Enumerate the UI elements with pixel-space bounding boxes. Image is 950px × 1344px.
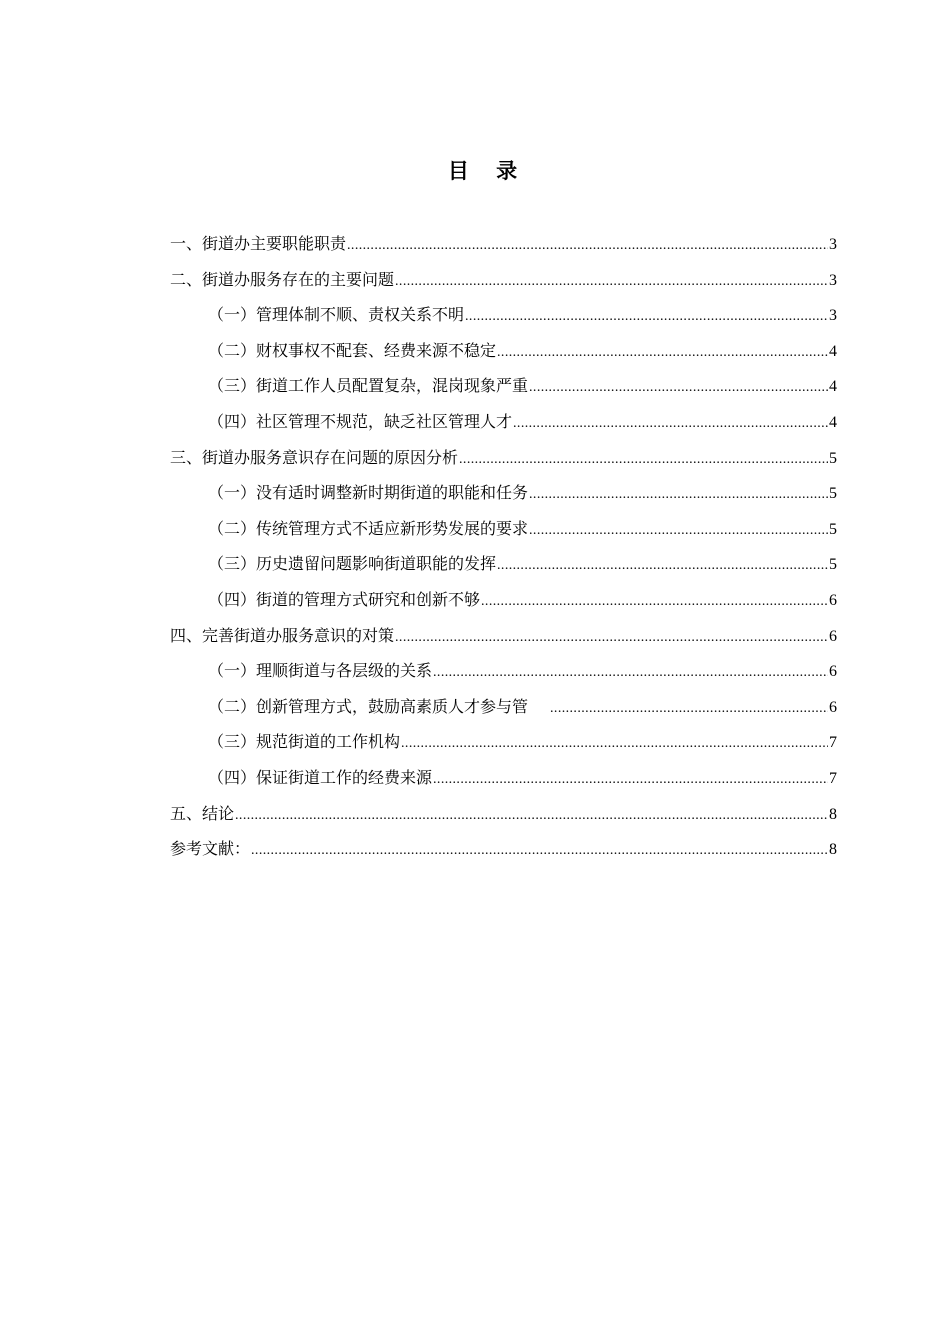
toc-entry-page: 3 [829, 236, 837, 253]
toc-leader-dots [459, 442, 828, 478]
toc-entry-page: 6 [829, 627, 837, 645]
toc-entry-label: （三）历史遗留问题影响街道职能的发挥 [208, 554, 497, 574]
toc-entry[interactable] [170, 724, 837, 760]
toc-leader-dots [465, 299, 828, 335]
toc-entry-page: 8 [829, 841, 837, 859]
toc-leader-dots [401, 726, 828, 762]
toc-entry-page: 5 [829, 449, 837, 467]
toc-entry-label: （四）社区管理不规范，缺乏社区管理人才 [208, 411, 513, 431]
toc-leader-dots [529, 370, 828, 406]
toc-entry-page: 7 [829, 769, 837, 787]
toc-entry-page: 3 [829, 307, 837, 325]
toc-entry[interactable] [170, 333, 837, 369]
toc-entry[interactable] [170, 475, 837, 511]
toc-entry-label: 五、结论 [170, 803, 235, 823]
toc-list [170, 226, 837, 867]
toc-entry[interactable] [170, 582, 837, 618]
toc-leader-dots [481, 584, 828, 620]
toc-entry-page: 6 [829, 698, 837, 716]
toc-entry-page: 3 [829, 271, 837, 289]
toc-entry-label: 一、街道办主要职能职责 [170, 234, 347, 253]
toc-entry-page: 8 [829, 805, 837, 823]
toc-entry-label: 二、街道办服务存在的主要问题 [170, 269, 395, 289]
toc-entry[interactable] [170, 226, 837, 262]
toc-entry[interactable] [170, 546, 837, 582]
toc-leader-dots [235, 798, 828, 834]
toc-entry[interactable] [170, 511, 837, 547]
toc-entry-label: （三）街道工作人员配置复杂，混岗现象严重 [208, 376, 529, 396]
toc-entry-page: 7 [829, 734, 837, 752]
toc-entry-label: （四）街道的管理方式研究和创新不够 [208, 589, 481, 609]
toc-leader-dots [497, 548, 828, 584]
toc-leader-dots [433, 762, 828, 798]
toc-entry[interactable] [170, 796, 837, 832]
toc-entry-label: 参考文献： [170, 839, 251, 859]
toc-leader-dots [251, 833, 828, 869]
toc-entry-page: 5 [829, 520, 837, 538]
toc-leader-dots [433, 655, 828, 691]
toc-leader-dots [513, 406, 828, 442]
toc-entry-page: 5 [829, 556, 837, 574]
toc-entry[interactable] [170, 440, 837, 476]
toc-entry[interactable] [170, 297, 837, 333]
toc-entry-label: （一）没有适时调整新时期街道的职能和任务 [208, 483, 529, 503]
toc-leader-dots [395, 264, 828, 300]
toc-entry-label: （二）创新管理方式，鼓励高素质人才参与管 [208, 696, 529, 716]
toc-entry[interactable] [170, 262, 837, 298]
toc-entry[interactable] [170, 689, 837, 725]
toc-entry-label: 四、完善街道办服务意识的对策 [170, 625, 395, 645]
toc-entry[interactable] [170, 618, 837, 654]
toc-entry-label: （一）理顺街道与各层级的关系 [208, 661, 433, 681]
toc-leader-dots [347, 228, 828, 264]
toc-entry-label: （一）管理体制不顺、责权关系不明 [208, 305, 465, 325]
toc-entry[interactable] [170, 760, 837, 796]
toc-entry-label: （三）规范街道的工作机构 [208, 732, 401, 752]
toc-entry[interactable] [170, 404, 837, 440]
toc-leader-dots [529, 477, 828, 513]
toc-entry[interactable] [170, 368, 837, 404]
toc-entry-page: 6 [829, 663, 837, 681]
toc-entry-page: 4 [829, 378, 837, 396]
toc-leader-dots [529, 513, 828, 549]
toc-entry-page: 4 [829, 413, 837, 431]
toc-leader-dots [395, 620, 828, 656]
toc-entry-label: （二）财权事权不配套、经费来源不稳定 [208, 340, 497, 360]
toc-entry-label: （四）保证街道工作的经费来源 [208, 767, 433, 787]
toc-entry-page: 5 [829, 485, 837, 503]
toc-entry[interactable] [170, 653, 837, 689]
toc-entry-page: 4 [829, 342, 837, 360]
toc-entry-page: 6 [829, 591, 837, 609]
toc-entry-label: 三、街道办服务意识存在问题的原因分析 [170, 447, 459, 467]
toc-leader-dots [550, 691, 828, 727]
toc-leader-dots [497, 335, 828, 371]
toc-entry-label: （二）传统管理方式不适应新形势发展的要求 [208, 518, 529, 538]
toc-title: 目 录 [447, 158, 528, 183]
toc-entry[interactable] [170, 831, 837, 867]
